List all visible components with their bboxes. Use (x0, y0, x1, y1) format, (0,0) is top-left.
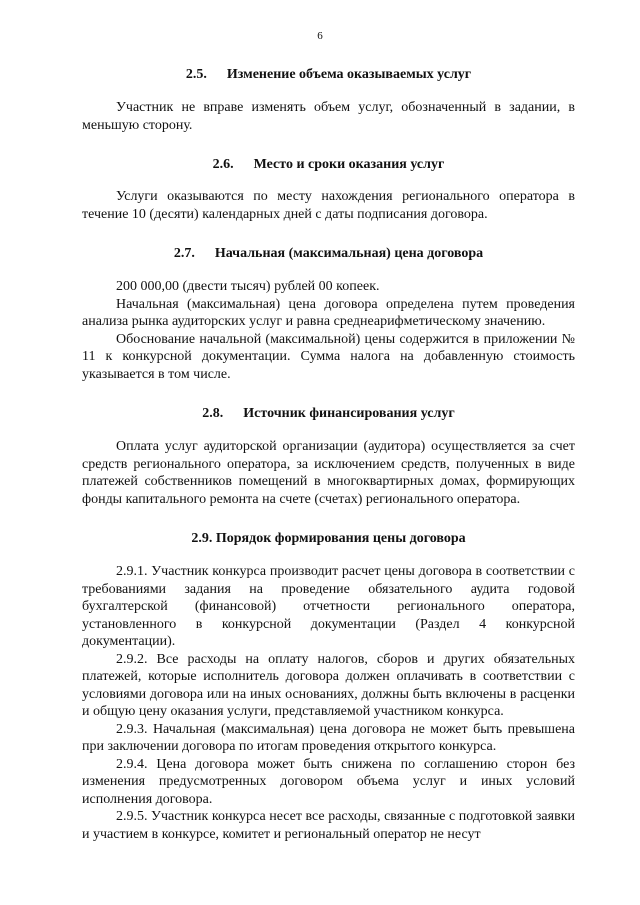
section-2-9 (82, 530, 575, 843)
paragraph: Обоснование начальной (максимальной) цены содержится в приложении № 11 к конкурсной документации. Сумма налога на добавленную стоимость указывается в том числе. (82, 331, 575, 382)
section-title: Источник финансирования услуг (243, 406, 455, 421)
section-2-7 (82, 245, 575, 383)
section-number: 2.8. (202, 406, 224, 421)
section-heading (82, 66, 575, 83)
section-number: 2.9. (191, 531, 213, 546)
paragraph: 2.9.1. Участник конкурса производит расчет цены договора в соответствии с требованиями задания на проведение обязательного аудита годовой бухгалтерской (финансовой) отчетности регионального оператора, установленного в конкурсной документации (Раздел 4 конкурсной документации). (82, 564, 575, 649)
paragraph: 2.9.4. Цена договора может быть снижена по соглашению сторон без изменения предусмотренных договором объема услуг и иных условий исполнения договора. (82, 756, 575, 807)
paragraph: 2.9.5. Участник конкурса несет все расходы, связанные с подготовкой заявки и участием в конкурсе, комитет и региональный оператор не несут (82, 809, 575, 842)
section-2-5 (82, 66, 575, 134)
section-2-8 (82, 405, 575, 508)
section-title: Начальная (максимальная) цена договора (214, 246, 484, 261)
paragraph: 200 000,00 (двести тысяч) рублей 00 копеек. (116, 279, 380, 294)
section-heading (82, 530, 575, 547)
paragraph: Начальная (максимальная) цена договора определена путем проведения анализа рынка аудиторских услуг и равна среднеарифметическому значению. (82, 296, 575, 329)
page-number: 6 (317, 30, 323, 42)
section-title: Порядок формирования цены договора (215, 531, 466, 546)
paragraph: Услуги оказываются по месту нахождения регионального оператора в течение 10 (десяти) календарных дней с даты подписания договора. (82, 189, 575, 222)
section-heading (82, 156, 575, 173)
paragraph: Оплата услуг аудиторской организации (аудитора) осуществляется за счет средств регионального оператора, за исключением средств, полученных в виде платежей собственников помещений в многоквартирных домах, формирующих фонды капитального ремонта на счете (счетах) регионального оператора. (82, 439, 575, 507)
section-title: Изменение объема оказываемых услуг (226, 67, 472, 82)
paragraph: 2.9.3. Начальная (максимальная) цена договора не может быть превышена при заключении договора по итогам проведения открытого конкурса. (82, 721, 575, 754)
section-heading (82, 245, 575, 262)
section-number: 2.5. (185, 67, 207, 82)
paragraph: 2.9.2. Все расходы на оплату налогов, сборов и других обязательных платежей, которые исполнитель договора должен оплачивать в соответствии с условиями договора или на иных основаниях, должны быть включены в расценки и общую цену оказания услуги, представляемой участником конкурса. (82, 651, 575, 719)
section-number: 2.6. (212, 157, 234, 172)
section-title: Место и сроки оказания услуг (253, 157, 445, 172)
section-heading (82, 405, 575, 422)
paragraph: Участник не вправе изменять объем услуг, обозначенный в задании, в меньшую сторону. (82, 100, 575, 133)
section-2-6 (82, 156, 575, 223)
document-body (82, 66, 575, 843)
section-number: 2.7. (173, 246, 195, 261)
